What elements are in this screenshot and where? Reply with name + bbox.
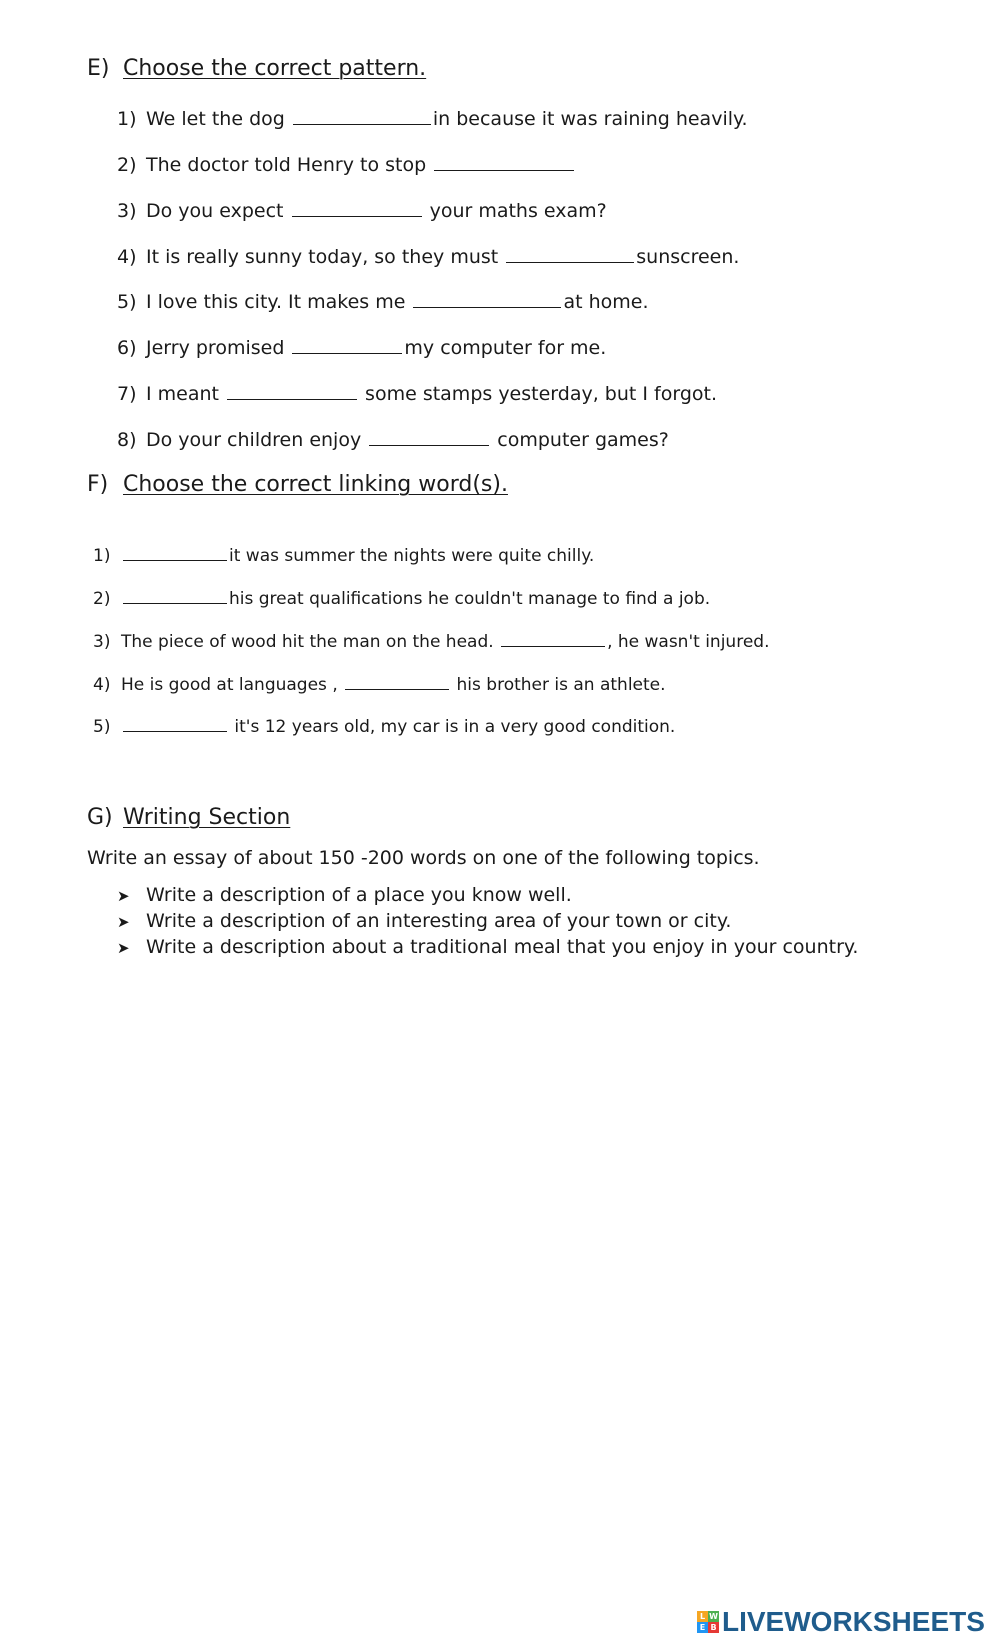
question-number: 2) <box>93 589 111 609</box>
question-text-before: Do you expect <box>146 200 290 222</box>
essay-instructions: Write an essay of about 150 -200 words on one of the following topics. <box>87 847 760 869</box>
topic-item-2 <box>117 910 731 932</box>
question-e-7 <box>117 383 717 405</box>
question-number: 5) <box>93 717 111 737</box>
question-text-before: He is good at languages , <box>121 675 344 695</box>
question-e-5 <box>117 291 649 313</box>
section-e-letter: E) <box>87 56 110 81</box>
question-text-after: at home. <box>563 291 649 313</box>
topic-item-1 <box>117 884 572 906</box>
question-text-before: The doctor told Henry to stop <box>146 154 433 176</box>
answer-blank[interactable] <box>123 602 227 604</box>
question-text-before: Do your children enjoy <box>146 429 368 451</box>
logo-mark-cell: E <box>697 1622 708 1633</box>
question-number: 1) <box>93 546 111 566</box>
section-e-title: Choose the correct pattern. <box>123 56 427 81</box>
answer-blank[interactable] <box>123 730 227 732</box>
question-number: 1) <box>117 108 137 130</box>
logo-text: LIVEWORKSHEETS <box>722 1606 985 1637</box>
answer-blank[interactable] <box>293 123 431 125</box>
section-f-letter: F) <box>87 472 109 497</box>
question-text-after: computer games? <box>491 429 669 451</box>
question-number: 5) <box>117 291 137 313</box>
section-g-title: Writing Section <box>123 805 291 830</box>
question-f-1 <box>93 546 594 566</box>
question-e-6 <box>117 337 606 359</box>
question-text-after: my computer for me. <box>404 337 607 359</box>
logo-mark-cell: L <box>697 1611 708 1622</box>
question-text-after: it was summer the nights were quite chilly. <box>229 546 595 566</box>
question-number: 6) <box>117 337 137 359</box>
question-text-after: in because it was raining heavily. <box>432 108 748 130</box>
question-text-after: it's 12 years old, my car is in a very good condition. <box>229 717 676 737</box>
topic-item-3 <box>117 936 858 958</box>
answer-blank[interactable] <box>369 444 489 446</box>
question-number: 3) <box>93 632 111 652</box>
question-number: 2) <box>117 154 137 176</box>
question-f-3 <box>93 632 769 652</box>
section-g-letter: G) <box>87 805 113 830</box>
question-number: 4) <box>93 675 111 695</box>
answer-blank[interactable] <box>501 645 605 647</box>
question-text-before: I love this city. It makes me <box>146 291 412 313</box>
question-number: 8) <box>117 429 137 451</box>
topic-text: Write a description about a traditional meal that you enjoy in your country. <box>146 936 859 958</box>
question-text-before: It is really sunny today, so they must <box>146 246 505 268</box>
question-text-before: Jerry promised <box>146 337 291 359</box>
topic-text: Write a description of a place you know well. <box>146 884 572 906</box>
answer-blank[interactable] <box>434 169 574 171</box>
question-text-before: The piece of wood hit the man on the head. <box>121 632 500 652</box>
answer-blank[interactable] <box>413 306 561 308</box>
question-number: 7) <box>117 383 137 405</box>
arrowhead-bullet-icon: ➤ <box>117 887 130 905</box>
question-e-4 <box>117 246 739 268</box>
liveworksheets-logo <box>697 1607 985 1637</box>
question-text-after: , he wasn't injured. <box>607 632 770 652</box>
question-f-5 <box>93 717 675 737</box>
section-g-heading <box>87 805 290 830</box>
arrowhead-bullet-icon: ➤ <box>117 939 130 957</box>
question-text-after: his brother is an athlete. <box>451 675 666 695</box>
answer-blank[interactable] <box>123 559 227 561</box>
section-f-title: Choose the correct linking word(s). <box>123 472 508 497</box>
question-text-after: some stamps yesterday, but I forgot. <box>359 383 717 405</box>
question-e-8 <box>117 429 669 451</box>
question-text-after: sunscreen. <box>636 246 740 268</box>
answer-blank[interactable] <box>292 352 402 354</box>
question-text-after: his great qualifications he couldn't manage to find a job. <box>229 589 711 609</box>
question-number: 4) <box>117 246 137 268</box>
section-e-heading <box>87 56 426 81</box>
answer-blank[interactable] <box>506 261 634 263</box>
answer-blank[interactable] <box>227 398 357 400</box>
answer-blank[interactable] <box>345 688 449 690</box>
question-number: 3) <box>117 200 137 222</box>
question-e-1 <box>117 108 748 130</box>
question-f-2 <box>93 589 710 609</box>
question-e-2 <box>117 154 576 176</box>
arrowhead-bullet-icon: ➤ <box>117 913 130 931</box>
answer-blank[interactable] <box>292 215 422 217</box>
question-text-before: I meant <box>146 383 226 405</box>
question-e-3 <box>117 200 607 222</box>
logo-mark-cell: B <box>708 1622 719 1633</box>
logo-mark-icon <box>697 1611 719 1633</box>
topic-text: Write a description of an interesting area of your town or city. <box>146 910 732 932</box>
section-f-heading <box>87 472 508 497</box>
logo-mark-cell: W <box>709 1611 718 1621</box>
question-f-4 <box>93 675 666 695</box>
question-text-after: your maths exam? <box>423 200 607 222</box>
question-text-before: We let the dog <box>146 108 291 130</box>
